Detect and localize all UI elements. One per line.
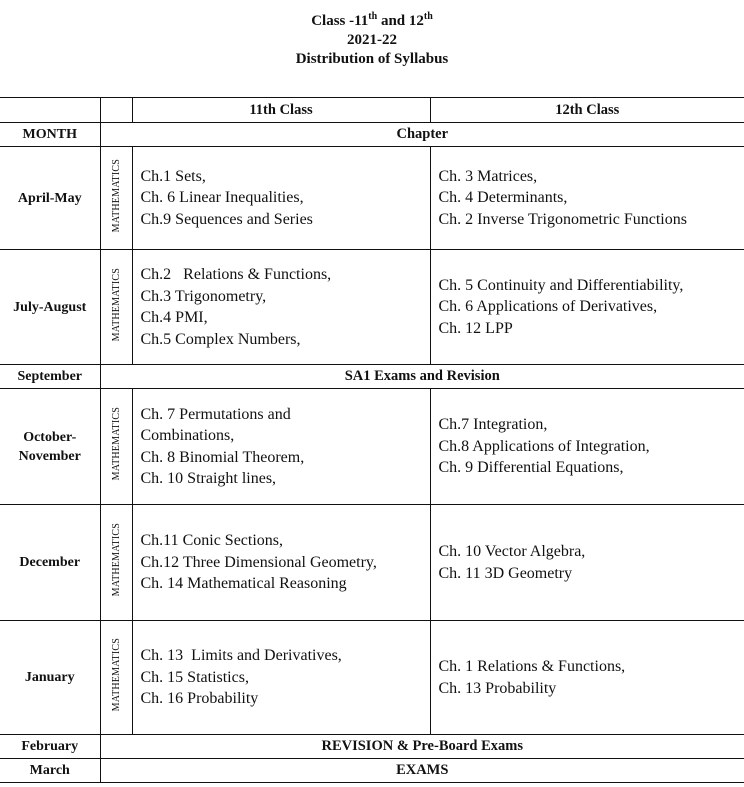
chapters-12: Ch. 3 Matrices, Ch. 4 Determinants, Ch. 2 Inverse Trigonometric Functions [430,147,744,250]
table-row [0,250,744,365]
month-cell: July-August [0,250,100,365]
span-cell: REVISION & Pre-Board Exams [100,735,744,759]
col-11th-class: 11th Class [132,98,430,123]
chapters-11: Ch. 13 Limits and Derivatives, Ch. 15 Statistics, Ch. 16 Probability [132,621,430,735]
table-row [0,505,744,621]
syllabus-table [0,97,744,783]
academic-year: 2021-22 [347,32,397,48]
chapters-12: Ch. 5 Continuity and Differentiability, Ch. 6 Applications of Derivatives, Ch. 12 LPP [430,250,744,365]
subject-cell: MATHEMATICS [100,250,132,365]
chapters-12: Ch.7 Integration, Ch.8 Applications of Integration, Ch. 9 Differential Equations, [430,389,744,505]
column-header-row [0,98,744,123]
month-cell: February [0,735,100,759]
subject-cell: MATHEMATICS [100,505,132,621]
table-row [0,621,744,735]
chapters-11: Ch. 7 Permutations and Combinations, Ch. 8 Binomial Theorem, Ch. 10 Straight lines, [132,389,430,505]
month-cell: January [0,621,100,735]
chapters-11: Ch.1 Sets, Ch. 6 Linear Inequalities, Ch.9 Sequences and Series [132,147,430,250]
month-cell: September [0,365,100,389]
table-row [0,365,744,389]
col-12th-class: 12th Class [430,98,744,123]
month-header: MONTH [0,123,100,147]
month-cell: December [0,505,100,621]
table-row [0,759,744,783]
table-row [0,389,744,505]
month-cell: April-May [0,147,100,250]
table-row [0,147,744,250]
table-row [0,735,744,759]
month-cell: October- November [0,389,100,505]
chapters-12: Ch. 10 Vector Algebra, Ch. 11 3D Geometry [430,505,744,621]
document-title: Distribution of Syllabus [295,51,449,67]
chapter-header: Chapter [100,123,744,147]
span-cell: SA1 Exams and Revision [100,365,744,389]
chapters-12: Ch. 1 Relations & Functions, Ch. 13 Probability [430,621,744,735]
chapters-11: Ch.2 Relations & Functions, Ch.3 Trigonometry, Ch.4 PMI, Ch.5 Complex Numbers, [132,250,430,365]
month-chapter-row [0,123,744,147]
subject-cell: MATHEMATICS [100,147,132,250]
chapters-11: Ch.11 Conic Sections, Ch.12 Three Dimensional Geometry, Ch. 14 Mathematical Reasoning [132,505,430,621]
month-cell: March [0,759,100,783]
subject-cell: MATHEMATICS [100,389,132,505]
span-cell: EXAMS [100,759,744,783]
subject-cell: MATHEMATICS [100,621,132,735]
class-title: Class -11th and 12th [311,11,433,29]
document-header [0,12,744,69]
